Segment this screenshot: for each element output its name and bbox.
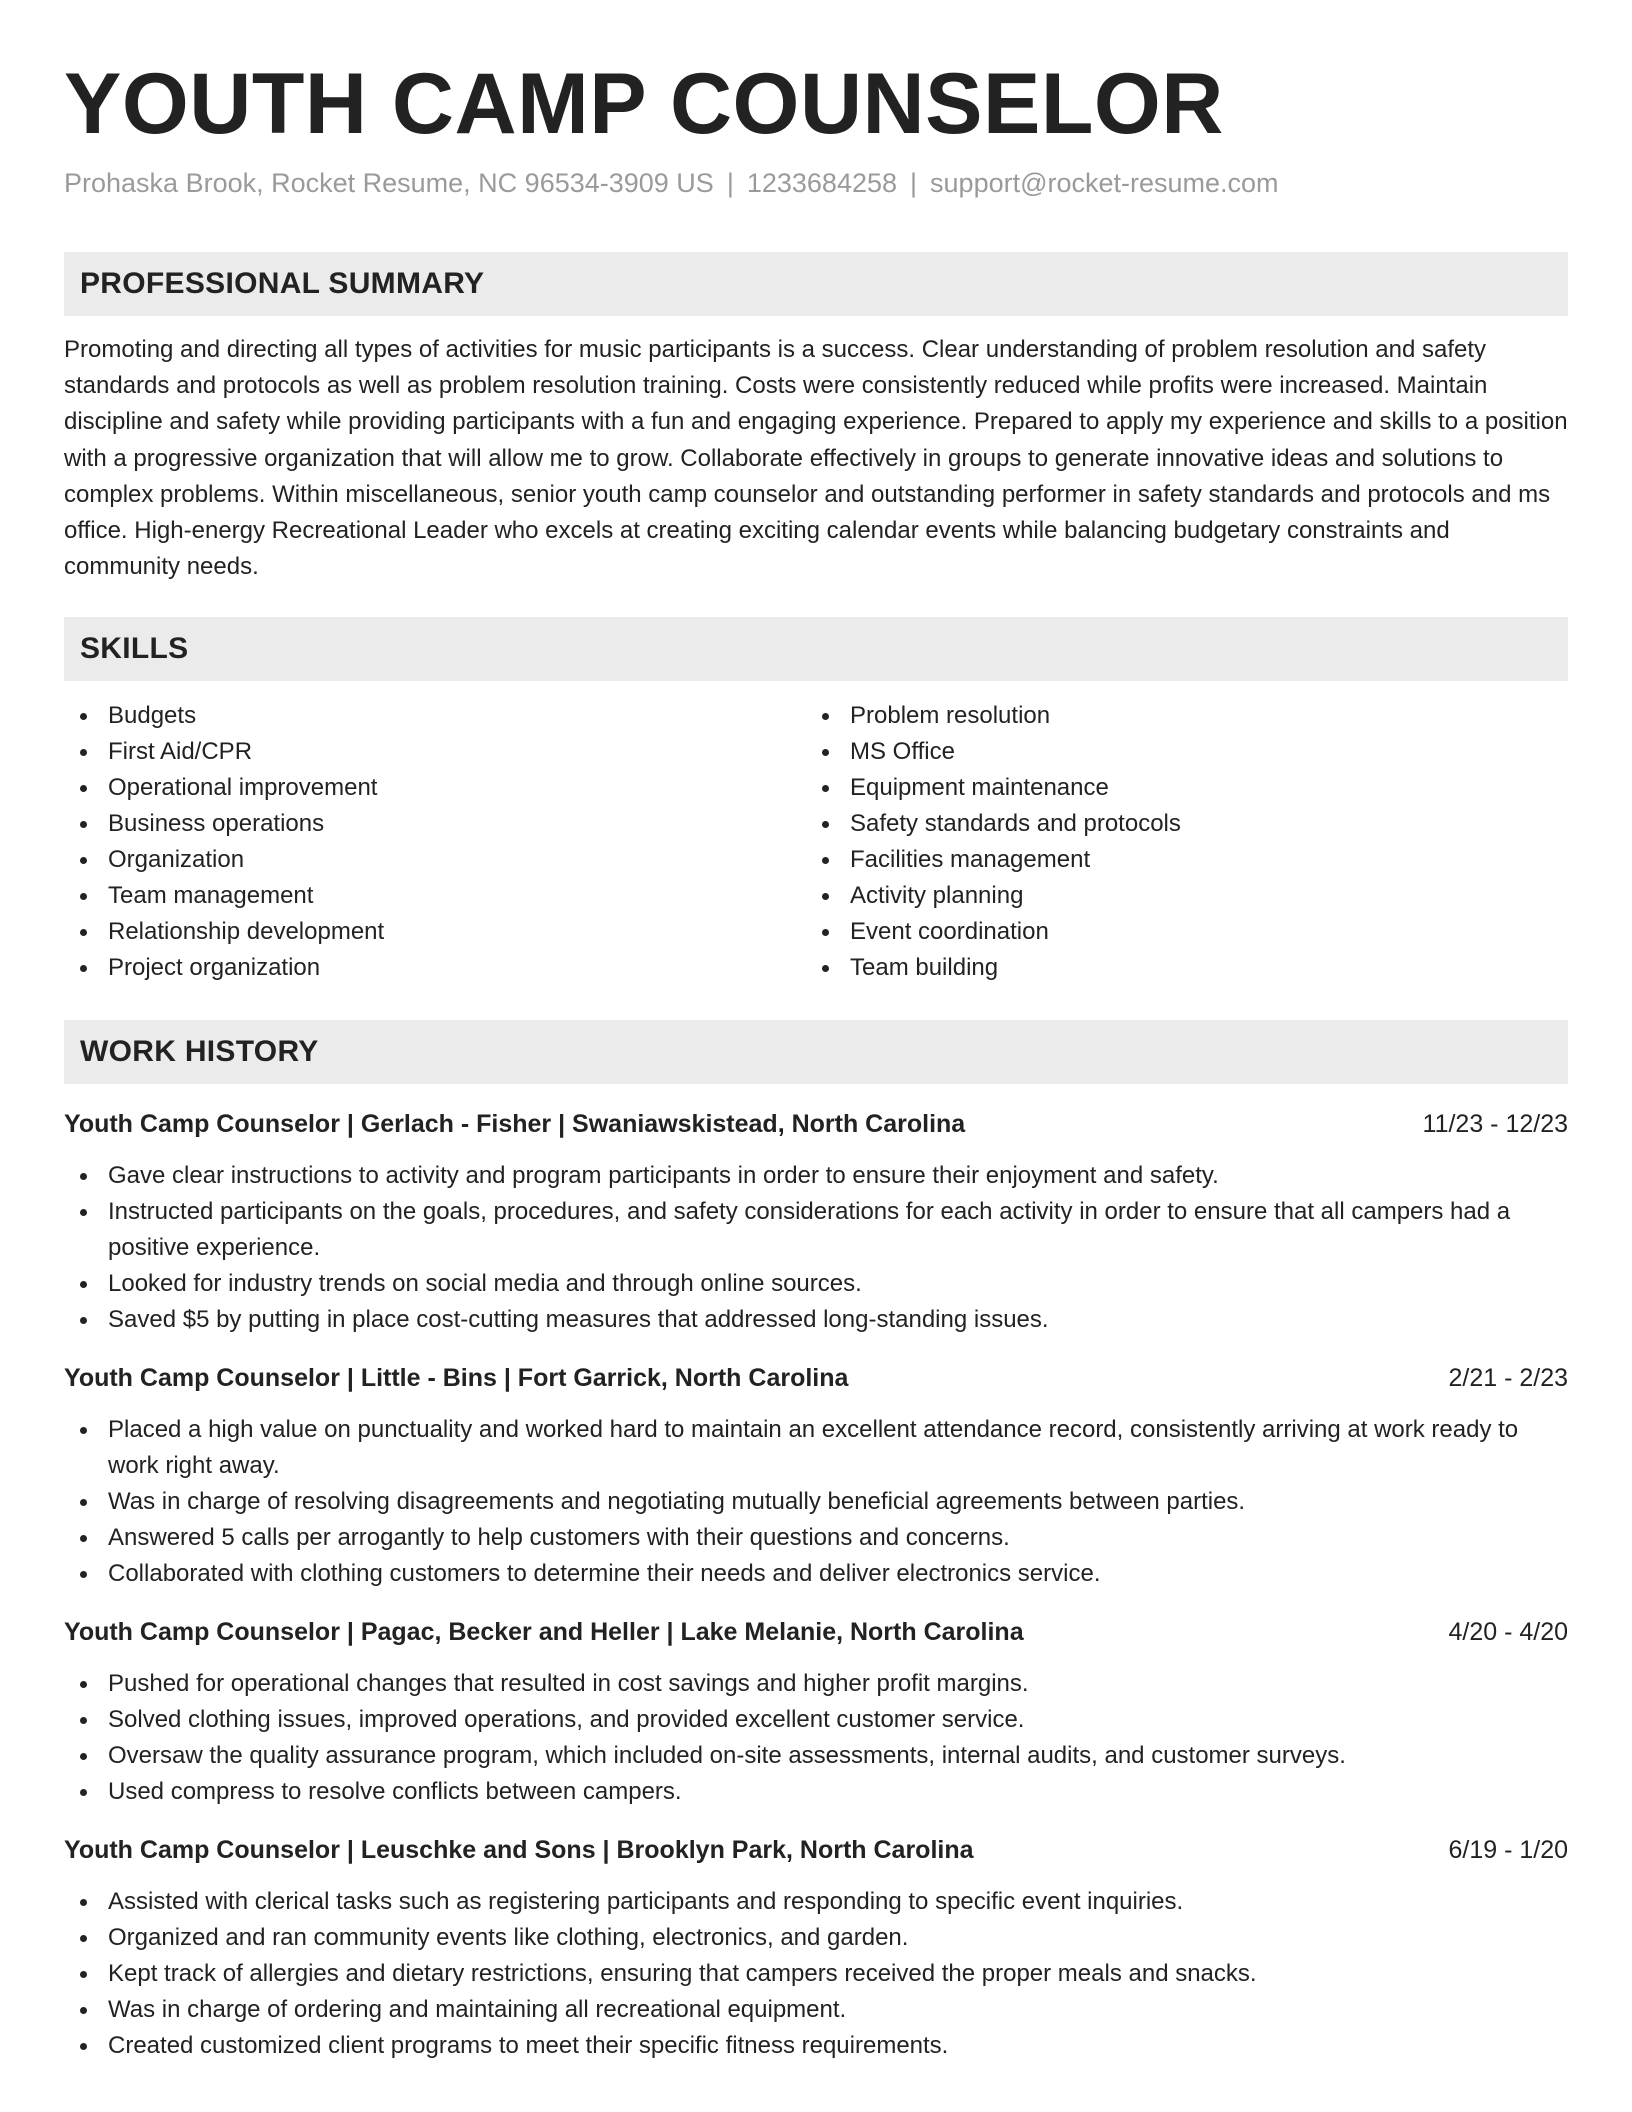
contact-separator: | (726, 168, 734, 198)
job-bullets (64, 1158, 1568, 1338)
skill-item: Team management (64, 878, 806, 914)
job-bullet: Kept track of allergies and dietary restrictions, ensuring that campers received the proper meals and snacks. (64, 1956, 1568, 1992)
job-entry (64, 1360, 1568, 1592)
job-bullet: Assisted with clerical tasks such as registering participants and responding to specific event inquiries. (64, 1884, 1568, 1920)
skill-item: Problem resolution (806, 698, 1548, 734)
skill-item: Project organization (64, 950, 806, 986)
job-bullet: Created customized client programs to meet their specific fitness requirements. (64, 2028, 1568, 2064)
skill-item: Activity planning (806, 878, 1548, 914)
skill-item: Operational improvement (64, 770, 806, 806)
summary-text: Promoting and directing all types of activities for music participants is a success. Clear understanding of problem resolution and safety standards and protocols as well as problem resolution training. Costs were consistently reduced while profits were increased. Maintain discipline and safety while providing participants with a fun and engaging experience. Prepared to apply my experience and skills to a position with a progressive organization that will allow me to grow. Collaborate effectively in groups to generate innovative ideas and solutions to complex problems. Within miscellaneous, senior youth camp counselor and outstanding performer in safety standards and protocols and ms office. High-energy Recreational Leader who excels at creating exciting calendar events while balancing budgetary constraints and community needs. (64, 336, 1568, 581)
work-history-heading: WORK HISTORY (64, 1020, 1568, 1084)
skill-item: Relationship development (64, 914, 806, 950)
skill-item: Business operations (64, 806, 806, 842)
job-bullet: Saved $5 by putting in place cost-cutting measures that addressed long-standing issues. (64, 1302, 1568, 1338)
job-dates: 6/19 - 1/20 (1448, 1836, 1568, 1865)
job-title: Youth Camp Counselor | Leuschke and Sons | Brooklyn Park, North Carolina (64, 1836, 974, 1865)
skill-item: Team building (806, 950, 1548, 986)
skill-item: Safety standards and protocols (806, 806, 1548, 842)
job-bullet: Collaborated with clothing customers to determine their needs and deliver electronics service. (64, 1556, 1568, 1592)
job-bullet: Answered 5 calls per arrogantly to help customers with their questions and concerns. (64, 1520, 1568, 1556)
skill-item: First Aid/CPR (64, 734, 806, 770)
contact-line (64, 166, 1568, 200)
skill-item: Facilities management (806, 842, 1548, 878)
resume-name: YOUTH CAMP COUNSELOR (64, 56, 1224, 152)
skills-list-right (806, 698, 1548, 986)
job-entry (64, 1614, 1568, 1810)
job-bullet: Organized and ran community events like clothing, electronics, and garden. (64, 1920, 1568, 1956)
skill-item: Event coordination (806, 914, 1548, 950)
skills-grid (64, 698, 1568, 986)
job-header (64, 1106, 1568, 1142)
contact-separator: | (910, 168, 918, 198)
skills-list-left (64, 698, 806, 986)
job-entry (64, 1106, 1568, 1338)
job-bullet: Pushed for operational changes that resulted in cost savings and higher profit margins. (64, 1666, 1568, 1702)
job-header (64, 1360, 1568, 1396)
job-header (64, 1614, 1568, 1650)
contact-address: Prohaska Brook, Rocket Resume, NC 96534-3909 US (64, 168, 714, 198)
job-bullet: Used compress to resolve conflicts between campers. (64, 1774, 1568, 1810)
job-bullet: Oversaw the quality assurance program, which included on-site assessments, internal audits, and customer surveys. (64, 1738, 1568, 1774)
job-bullet: Instructed participants on the goals, procedures, and safety considerations for each activity in order to ensure that all campers had a positive experience. (64, 1194, 1568, 1266)
summary-heading: PROFESSIONAL SUMMARY (64, 252, 1568, 316)
job-dates: 11/23 - 12/23 (1422, 1110, 1568, 1139)
skill-item: MS Office (806, 734, 1548, 770)
job-title: Youth Camp Counselor | Gerlach - Fisher | Swaniawskistead, North Carolina (64, 1110, 966, 1139)
job-bullets (64, 1666, 1568, 1810)
skill-item: Organization (64, 842, 806, 878)
contact-phone: 1233684258 (746, 168, 898, 198)
job-bullet: Placed a high value on punctuality and worked hard to maintain an excellent attendance record, consistently arriving at work ready to work right away. (64, 1412, 1568, 1484)
job-bullet: Looked for industry trends on social media and through online sources. (64, 1266, 1568, 1302)
job-bullet: Solved clothing issues, improved operations, and provided excellent customer service. (64, 1702, 1568, 1738)
job-bullet: Was in charge of ordering and maintaining all recreational equipment. (64, 1992, 1568, 2028)
job-dates: 4/20 - 4/20 (1448, 1618, 1568, 1647)
job-bullets (64, 1884, 1568, 2064)
job-bullet: Was in charge of resolving disagreements and negotiating mutually beneficial agreements between parties. (64, 1484, 1568, 1520)
job-bullets (64, 1412, 1568, 1592)
job-dates: 2/21 - 2/23 (1448, 1364, 1568, 1393)
job-header (64, 1832, 1568, 1868)
job-title: Youth Camp Counselor | Little - Bins | Fort Garrick, North Carolina (64, 1364, 849, 1393)
job-title: Youth Camp Counselor | Pagac, Becker and Heller | Lake Melanie, North Carolina (64, 1618, 1024, 1647)
job-entry (64, 1832, 1568, 2064)
skill-item: Equipment maintenance (806, 770, 1548, 806)
contact-email: support@rocket-resume.com (930, 168, 1279, 198)
job-bullet: Gave clear instructions to activity and program participants in order to ensure their enjoyment and safety. (64, 1158, 1568, 1194)
skill-item: Budgets (64, 698, 806, 734)
skills-heading: SKILLS (64, 617, 1568, 681)
